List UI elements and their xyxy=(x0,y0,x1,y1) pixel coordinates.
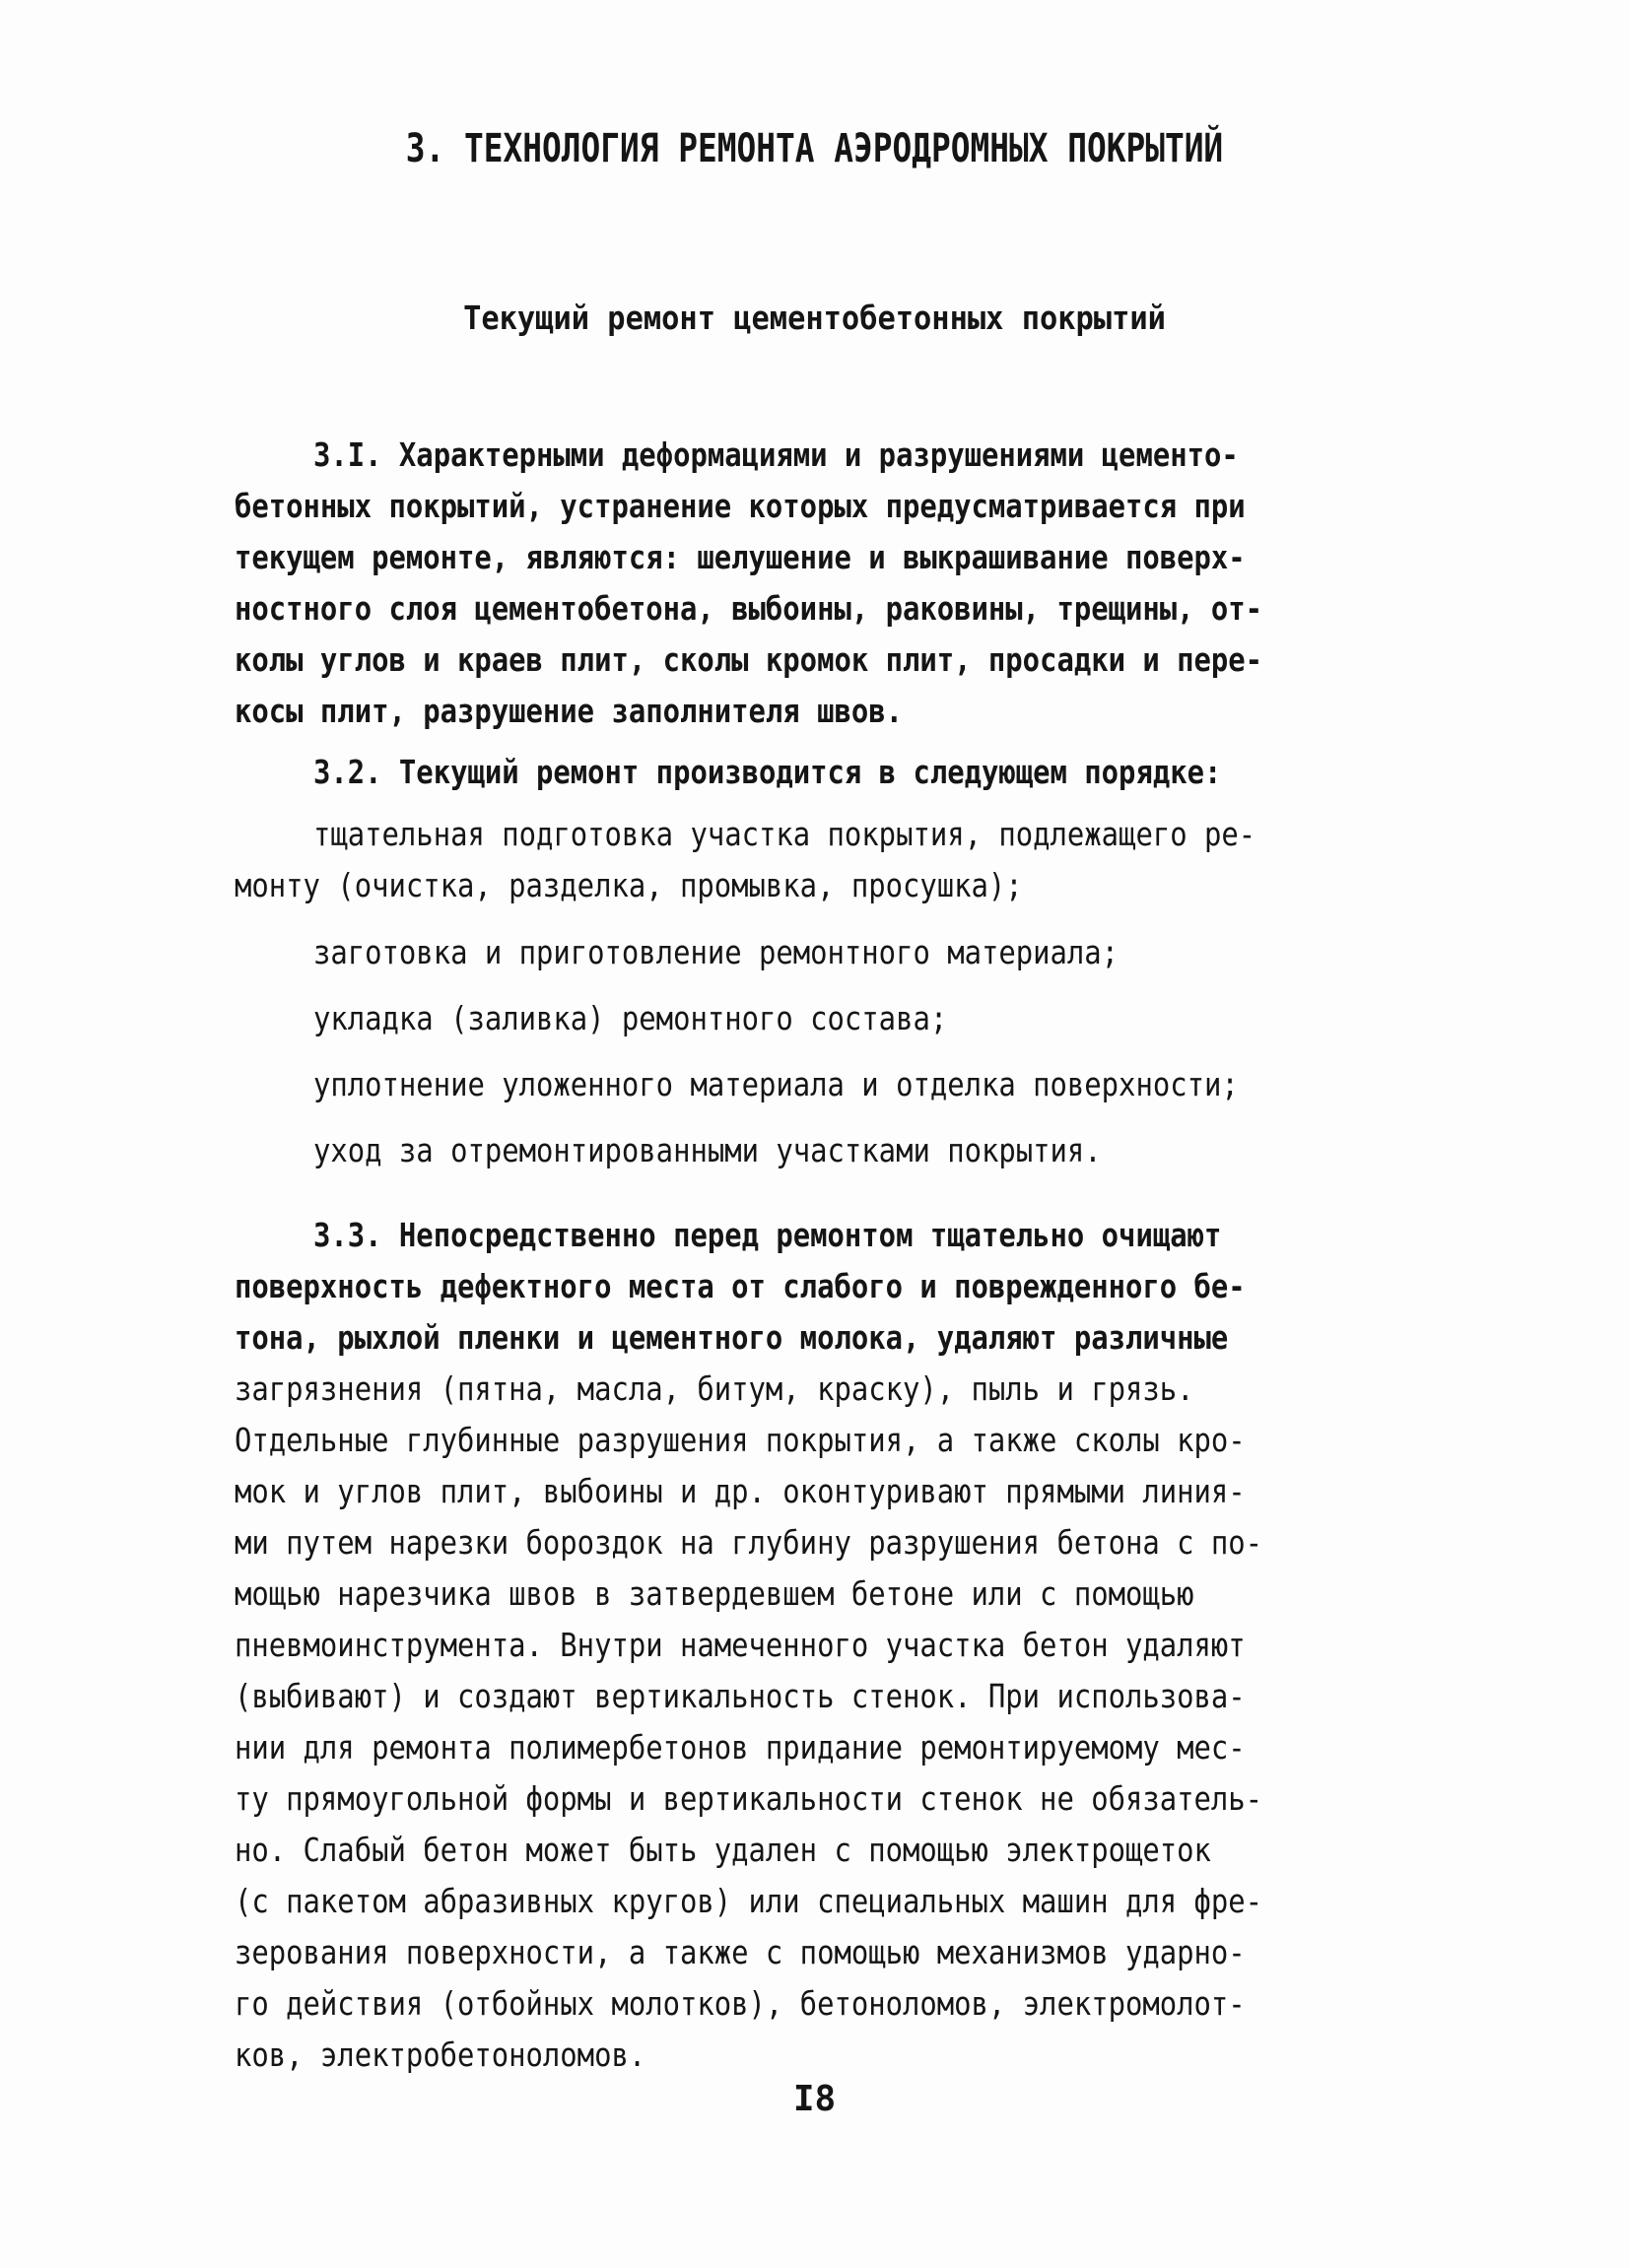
text-line: (с пакетом абразивных кругов) или специальных машин для фре- xyxy=(235,1882,1263,1920)
text-line: пневмоинструмента. Внутри намеченного участка бетон удаляют xyxy=(235,1626,1246,1664)
text-line: мощью нарезчика швов в затвердевшем бетоне или с помощью xyxy=(235,1574,1194,1613)
text-line: монту (очистка, разделка, промывка, просушка); xyxy=(235,866,1023,904)
text-line: тщательная подготовка участка покрытия, подлежащего ре- xyxy=(313,815,1256,853)
text-line: колы углов и краев плит, сколы кромок плит, просадки и пере- xyxy=(235,640,1263,679)
text-line: текущем ремонте, являются: шелушение и выкрашивание поверх- xyxy=(235,538,1246,576)
text-line: загрязнения (пятна, масла, битум, краску), пыль и грязь. xyxy=(235,1369,1194,1408)
text-line: мок и углов плит, выбоины и др. оконтуривают прямыми линия- xyxy=(235,1472,1246,1510)
text-line: тона, рыхлой пленки и цементного молока, удаляют различные xyxy=(235,1318,1229,1357)
text-line: 3.2. Текущий ремонт производится в следующем порядке: xyxy=(313,753,1222,791)
text-line: но. Слабый бетон может быть удален с помощью электрощеток xyxy=(235,1831,1211,1869)
page-number: I8 xyxy=(792,2079,837,2119)
text-line: ностного слоя цементобетона, выбоины, раковины, трещины, от- xyxy=(235,589,1263,628)
text-line: укладка (заливка) ремонтного состава; xyxy=(313,999,948,1037)
text-line: ми путем нарезки бороздок на глубину разрушения бетона с по- xyxy=(235,1523,1263,1562)
text-line: бетонных покрытий, устранение которых предусматривается при xyxy=(235,487,1246,525)
text-line: поверхность дефектного места от слабого и поврежденного бе- xyxy=(235,1267,1246,1305)
text-line: ту прямоугольной формы и вертикальности стенок не обязатель- xyxy=(235,1779,1263,1818)
text-line: нии для ремонта полимербетонов придание ремонтируемому мес- xyxy=(235,1728,1246,1767)
text-line: заготовка и приготовление ремонтного материала; xyxy=(313,933,1120,971)
text-line: зерования поверхности, а также с помощью механизмов ударно- xyxy=(235,1933,1246,1971)
chapter-title: 3. ТЕХНОЛОГИЯ РЕМОНТА АЭРОДРОМНЫХ ПОКРЫТИЙ xyxy=(405,126,1224,171)
text-line: уход за отремонтированными участками покрытия. xyxy=(313,1131,1102,1169)
text-line: косы плит, разрушение заполнителя швов. xyxy=(235,692,903,730)
text-line: 3.3. Непосредственно перед ремонтом тщательно очищают xyxy=(313,1216,1222,1254)
text-line: Отдельные глубинные разрушения покрытия, а также сколы кро- xyxy=(235,1421,1246,1459)
text-line: (выбивают) и создают вертикальность стенок. При использова- xyxy=(235,1677,1246,1715)
text-line: 3.I. Характерными деформациями и разрушениями цементо- xyxy=(313,435,1239,474)
text-line: ков, электробетоноломов. xyxy=(235,2035,646,2074)
text-line: го действия (отбойных молотков), бетоноломов, электромолот- xyxy=(235,1984,1246,2023)
text-line: уплотнение уложенного материала и отделка поверхности; xyxy=(313,1065,1239,1103)
section-title: Текущий ремонт цементобетонных покрытий xyxy=(463,299,1166,337)
